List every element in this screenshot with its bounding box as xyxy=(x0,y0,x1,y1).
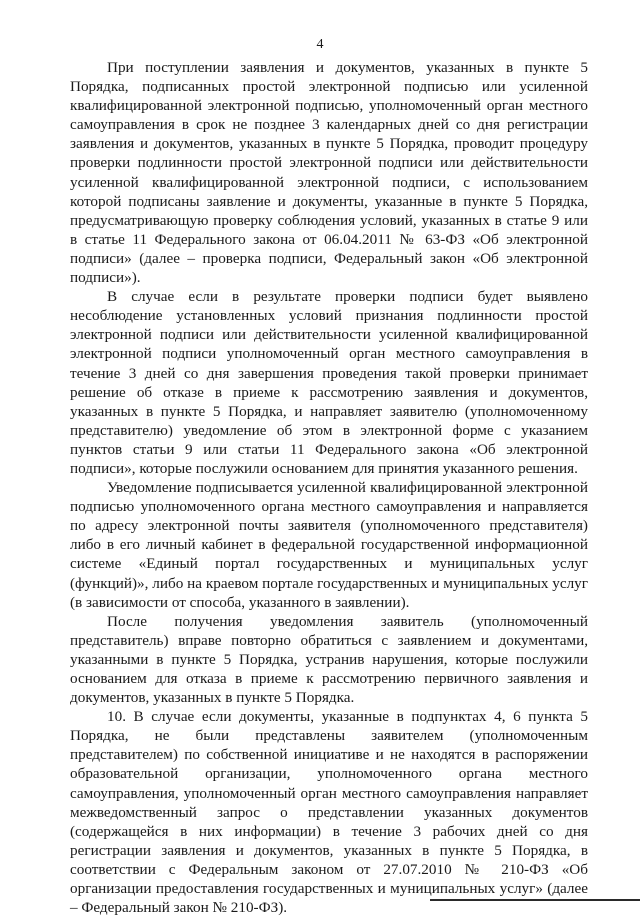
paragraph-verification-failure: В случае если в результате проверки подписи будет выявлено несоблюдение установленных условий признания подлинности простой электронной подписи или действительности усиленной квалифицированной электронной подписи уполномоченный орган местного самоуправления в течение 3 дней со дня завершения проведения такой проверки принимает решение об отказе в приеме к рассмотрению заявления и документов, указанных в пункте 5 Порядка, и направляет заявителю (уполномоченному представителю) уведомление об этом в электронной форме с указанием пунктов статьи 9 или статьи 11 Федерального закона «Об электронной подписи», которые послужили основанием для принятия указанного решения. xyxy=(70,288,588,477)
page-number: 4 xyxy=(316,37,324,52)
paragraph-notification: Уведомление подписывается усиленной квалифицированной электронной подписью уполномоченного органа местного самоуправления и направляется по адресу электронной почты заявителя (уполномоченного представителя) либо в его личный кабинет в федеральной государственной информационной системе «Единый портал государственных и муниципальных услуг (функций)», либо на краевом портале государственных и муниципальных услуг (в зависимости от способа, указанного в заявлении). xyxy=(70,479,588,611)
paragraph-resubmission: После получения уведомления заявитель (уполномоченный представитель) вправе повторно обратиться с заявлением и документами, указанными в пункте 5 Порядка, устранив нарушения, которые послужили основанием для отказа в приеме к рассмотрению первичного заявления и документов, указанных в пункте 5 Порядка. xyxy=(70,612,588,707)
bottom-edge-line xyxy=(430,899,640,901)
paragraph-item-10: 10. В случае если документы, указанные в подпунктах 4, 6 пункта 5 Порядка, не были представлены заявителем (уполномоченным представителем) по собственной инициативе и не находятся в распоряжении образовательной организации, уполномоченного органа местного самоуправления, уполномоченный орган местного самоуправления направляет межведомственный запрос о представлении указанных документов (содержащейся в них информации) в течение 3 рабочих дней со дня регистрации заявления и документов, указанных в пункте 5 Порядка, в соответствии с Федеральным законом от 27.07.2010 № 210-ФЗ «Об организации предоставления государственных и муниципальных услуг» (далее – Федеральный закон № 210-ФЗ). xyxy=(70,708,588,917)
document-body xyxy=(70,58,588,917)
paragraph-signature-check: При поступлении заявления и документов, указанных в пункте 5 Порядка, подписанных простой электронной подписью или усиленной квалифицированной электронной подписью, уполномоченный орган местного самоуправления в срок не позднее 3 календарных дней со дня регистрации заявления и документов, указанных в пункте 5 Порядка, проводит процедуру проверки подлинности простой электронной подписи или действительности усиленной квалифицированной электронной подписи, с использованием которой подписаны заявление и документы, указанные в пункте 5 Порядка, предусматривающую проверку соблюдения условий, указанных в статье 9 или в статье 11 Федерального закона от 06.04.2011 № 63-ФЗ «Об электронной подписи» (далее – проверка подписи, Федеральный закон «Об электронной подписи»). xyxy=(70,59,588,287)
